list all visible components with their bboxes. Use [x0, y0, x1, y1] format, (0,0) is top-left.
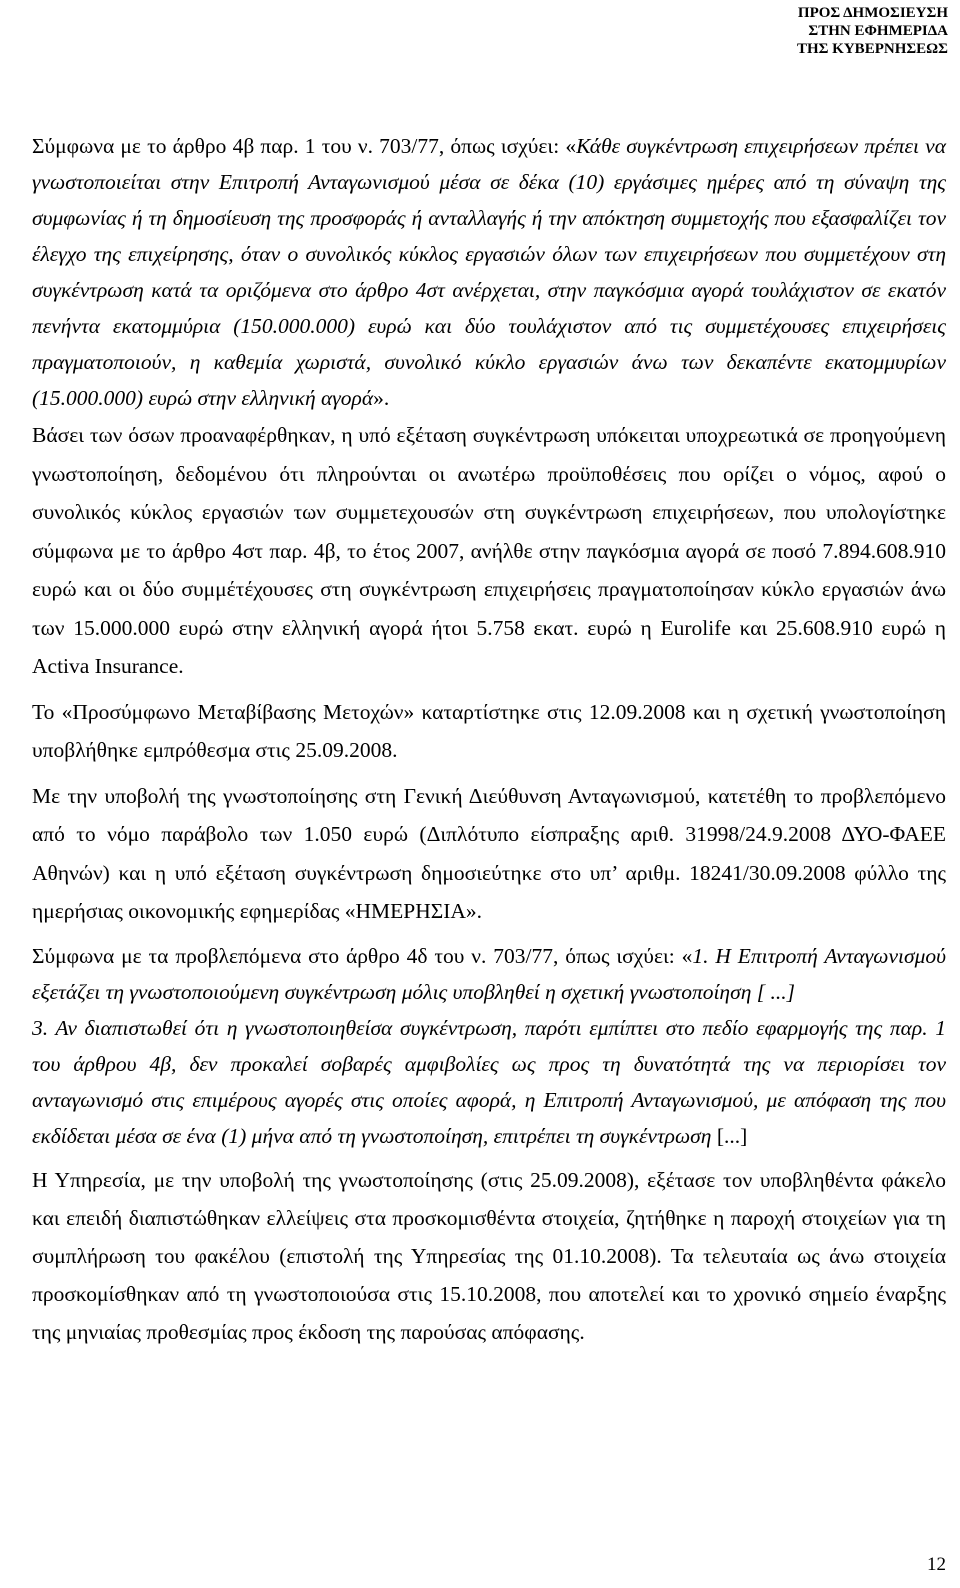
paragraph-service-review: Η Υπηρεσία, με την υποβολή της γνωστοποίησης (στις 25.09.2008), εξέτασε τον υποβληθέντα φάκελο και επειδή διαπιστώθηκαν ελλείψεις στα προσκομισθέντα στοιχεία, ζητήθηκε η παροχή στοιχείων για τη συμπλήρωση του φακέλου (επιστολή της Υπηρεσίας της 01.10.2008). Τα τελευταία ως άνω στοιχεία προσκομίσθηκαν από τη γνωστοποιούσα στις 15.10.2008, που αποτελεί και το χρονικό σημείο έναρξης της μηνιαίας προθεσμίας προς έκδοση της παρούσας απόφασης.: [32, 1167, 946, 1344]
paragraph-notification-obligation: Βάσει των όσων προαναφέρθηκαν, η υπό εξέταση συγκέντρωση υπόκειται υποχρεωτικά σε προηγούμενη γνωστοποίηση, δεδομένου ότι πληρούνται οι ανωτέρω προϋποθέσεις που ορίζει ο νόμος, αφού ο συνολικός κύκλος εργασιών των συμμετεχουσών στη συγκέντρωση επιχειρήσεων, που υπολογίστηκε σύμφωνα με το άρθρο 4στ παρ. 4β, το έτος 2007, ανήλθε στην παγκόσμια αγορά σε ποσό 7.894.608.910 ευρώ και οι δύο συμμέτέχουσες στη συγκέντρωση επιχειρήσεις πραγματοποίησαν κύκλο εργασιών άνω των 15.000.000 ευρώ στην ελληνική αγορά ήτοι 5.758 εκατ. ευρώ η Eurolife και 25.608.910 ευρώ η Activa Insurance.: [32, 423, 946, 678]
header-line-1: ΠΡΟΣ ΔΗΜΟΣΙΕΥΣΗ: [797, 5, 948, 21]
paragraph-share-transfer: Το «Προσύμφωνο Μεταβίβασης Μετοχών» καταρτίστηκε στις 12.09.2008 και η σχετική γνωστοποίηση υποβλήθηκε εμπρόθεσμα στις 25.09.2008.: [32, 699, 946, 762]
paragraph-article-4d-par3: [32, 1010, 946, 1154]
paragraph-article-4d: [32, 938, 946, 1010]
paragraph-lead: Σύμφωνα με το άρθρο 4β παρ. 1 του ν. 703/77, όπως ισχύει: «: [32, 134, 577, 158]
quote-close: ».: [373, 386, 390, 410]
paragraph-fee-publication: Με την υποβολή της γνωστοποίησης στη Γενική Διεύθυνση Ανταγωνισμού, κατετέθη το προβλεπόμενο από το νόμο παράβολο των 1.050 ευρώ (Διπλότυπο είσπραξης αριθ. 31998/24.9.2008 ΔΥΟ-ΦΑΕΕ Αθηνών) και η υπό εξέταση συγκέντρωση δημοσιεύτηκε στο υπ’ αριθμ. 18241/30.09.2008 φύλλο της ημερήσιας οικονομικής εφημερίδας «ΗΜΕΡΗΣΙΑ».: [32, 783, 946, 923]
quoted-law-text: 3. Αν διαπιστωθεί ότι η γνωστοποιηθείσα συγκέντρωση, παρότι εμπίπτει στο πεδίο εφαρμογής της παρ. 1 του άρθρου 4β, δεν προκαλεί σοβαρές αμφιβολίες ως προς τη δυνατότητά της να περιορίσει τον ανταγωνισμό στις επιμέρους αγορές στις οποίες αφορά, η Επιτροπή Ανταγωνισμού, με απόφαση της που εκδίδεται μέσα σε ένα (1) μήνα από τη γνωστοποίηση, επιτρέπει τη συγκέντρωση: [32, 1015, 946, 1148]
quoted-law-text: Κάθε συγκέντρωση επιχειρήσεων πρέπει να γνωστοποιείται στην Επιτροπή Ανταγωνισμού μέσα σε δέκα (10) εργάσιμες ημέρες από τη σύναψη της συμφωνίας ή τη δημοσίευση της προσφοράς ή ανταλλαγής ή την απόκτηση συμμετοχής που εξασφαλίζει τον έλεγχο της επιχείρησης, όταν ο συνολικός κύκλος εργασιών όλων των επιχειρήσεων που συμμετέχουν στη συγκέντρωση κατά τα οριζόμενα στο άρθρο 4στ ανέρχεται, στην παγκόσμια αγορά τουλάχιστον σε εκατόν πενήντα εκατομμύρια (150.000.000) ευρώ και δύο τουλάχιστον από τις συμμετέχουσες επιχειρήσεις πραγματοποιούν, η καθεμία χωριστά, συνολικό κύκλο εργασιών άνω των δεκαπέντε εκατομμυρίων (15.000.000) ευρώ στην ελληνική αγορά: [32, 134, 946, 410]
page-number: 12: [927, 1554, 946, 1575]
document-body: [32, 128, 946, 1351]
paragraph-lead: Σύμφωνα με τα προβλεπόμενα στο άρθρο 4δ του ν. 703/77, όπως ισχύει: «: [32, 943, 693, 968]
header-line-2: ΣΤΗΝ ΕΦΗΜΕΡΙΔΑ: [808, 23, 948, 39]
paragraph-article-4b: [32, 128, 946, 416]
ellipsis: [...]: [711, 1123, 748, 1148]
header-line-3: ΤΗΣ ΚΥΒΕΡΝΗΣΕΩΣ: [796, 41, 948, 57]
quoted-law-text: 1. Η Επιτροπή Ανταγωνισμού εξετάζει τη γνωστοποιούμενη συγκέντρωση μόλις υποβληθεί η σχετική γνωστοποίηση [ ...]: [32, 943, 946, 1004]
publication-header: [797, 4, 948, 58]
